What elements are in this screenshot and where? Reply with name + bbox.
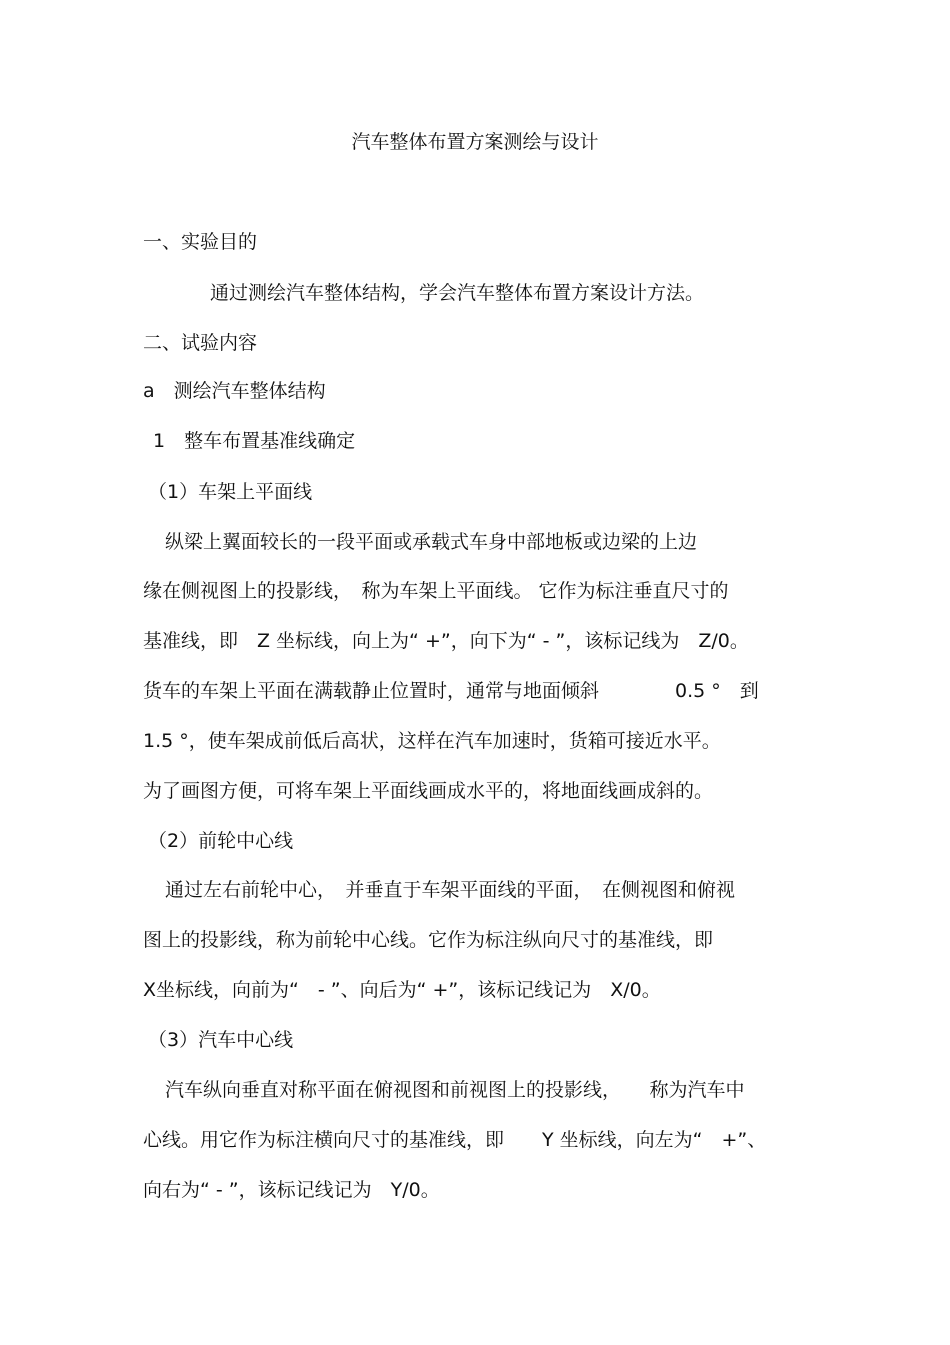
subsection-heading-1: 1 整车布置基准线确定 — [153, 430, 356, 452]
paragraph-line: 为了画图方便，可将车架上平面线画成水平的，将地面线画成斜的。 — [143, 780, 714, 802]
document-title: 汽车整体布置方案测绘与设计 — [351, 131, 599, 153]
paragraph-line: 图上的投影线，称为前轮中心线。它作为标注纵向尺寸的基准线，即 — [143, 929, 714, 951]
paragraph-line: 汽车纵向垂直对称平面在俯视图和前视图上的投影线， 称为汽车中 — [165, 1079, 745, 1101]
item-heading-vehicle-center: （3）汽车中心线 — [148, 1029, 294, 1051]
paragraph-line: 1.5 °，使车架成前低后高状，这样在汽车加速时，货箱可接近水平。 — [143, 730, 721, 752]
item-heading-frame-plane: （1）车架上平面线 — [148, 481, 313, 503]
paragraph-line: 货车的车架上平面在满载静止位置时，通常与地面倾斜 0.5 ° 到 — [143, 680, 759, 702]
section-heading-content: 二、试验内容 — [143, 332, 258, 354]
paragraph-line: 心线。用它作为标注横向尺寸的基准线，即 Y 坐标线，向左为“ +”、 — [143, 1129, 767, 1151]
paragraph-line: 向右为“ - ”，该标记线记为 Y/0。 — [143, 1179, 440, 1201]
paragraph-line: 纵梁上翼面较长的一段平面或承载式车身中部地板或边梁的上边 — [165, 531, 698, 553]
paragraph-line: X坐标线，向前为“ - ”、向后为“ +”，该标记线记为 X/0。 — [143, 979, 661, 1001]
paragraph-line: 通过左右前轮中心， 并垂直于车架平面线的平面， 在侧视图和俯视 — [165, 879, 736, 901]
paragraph-line: 基准线，即 Z 坐标线，向上为“ +”，向下为“ - ”，该标记线为 Z/0。 — [143, 630, 749, 652]
item-heading-front-wheel: （2）前轮中心线 — [148, 830, 294, 852]
paragraph-line: 缘在侧视图上的投影线， 称为车架上平面线。 它作为标注垂直尺寸的 — [143, 580, 729, 602]
subsection-heading-a: a 测绘汽车整体结构 — [143, 380, 326, 402]
section-heading-purpose: 一、实验目的 — [143, 231, 258, 253]
paragraph-purpose: 通过测绘汽车整体结构，学会汽车整体布置方案设计方法。 — [210, 282, 705, 304]
